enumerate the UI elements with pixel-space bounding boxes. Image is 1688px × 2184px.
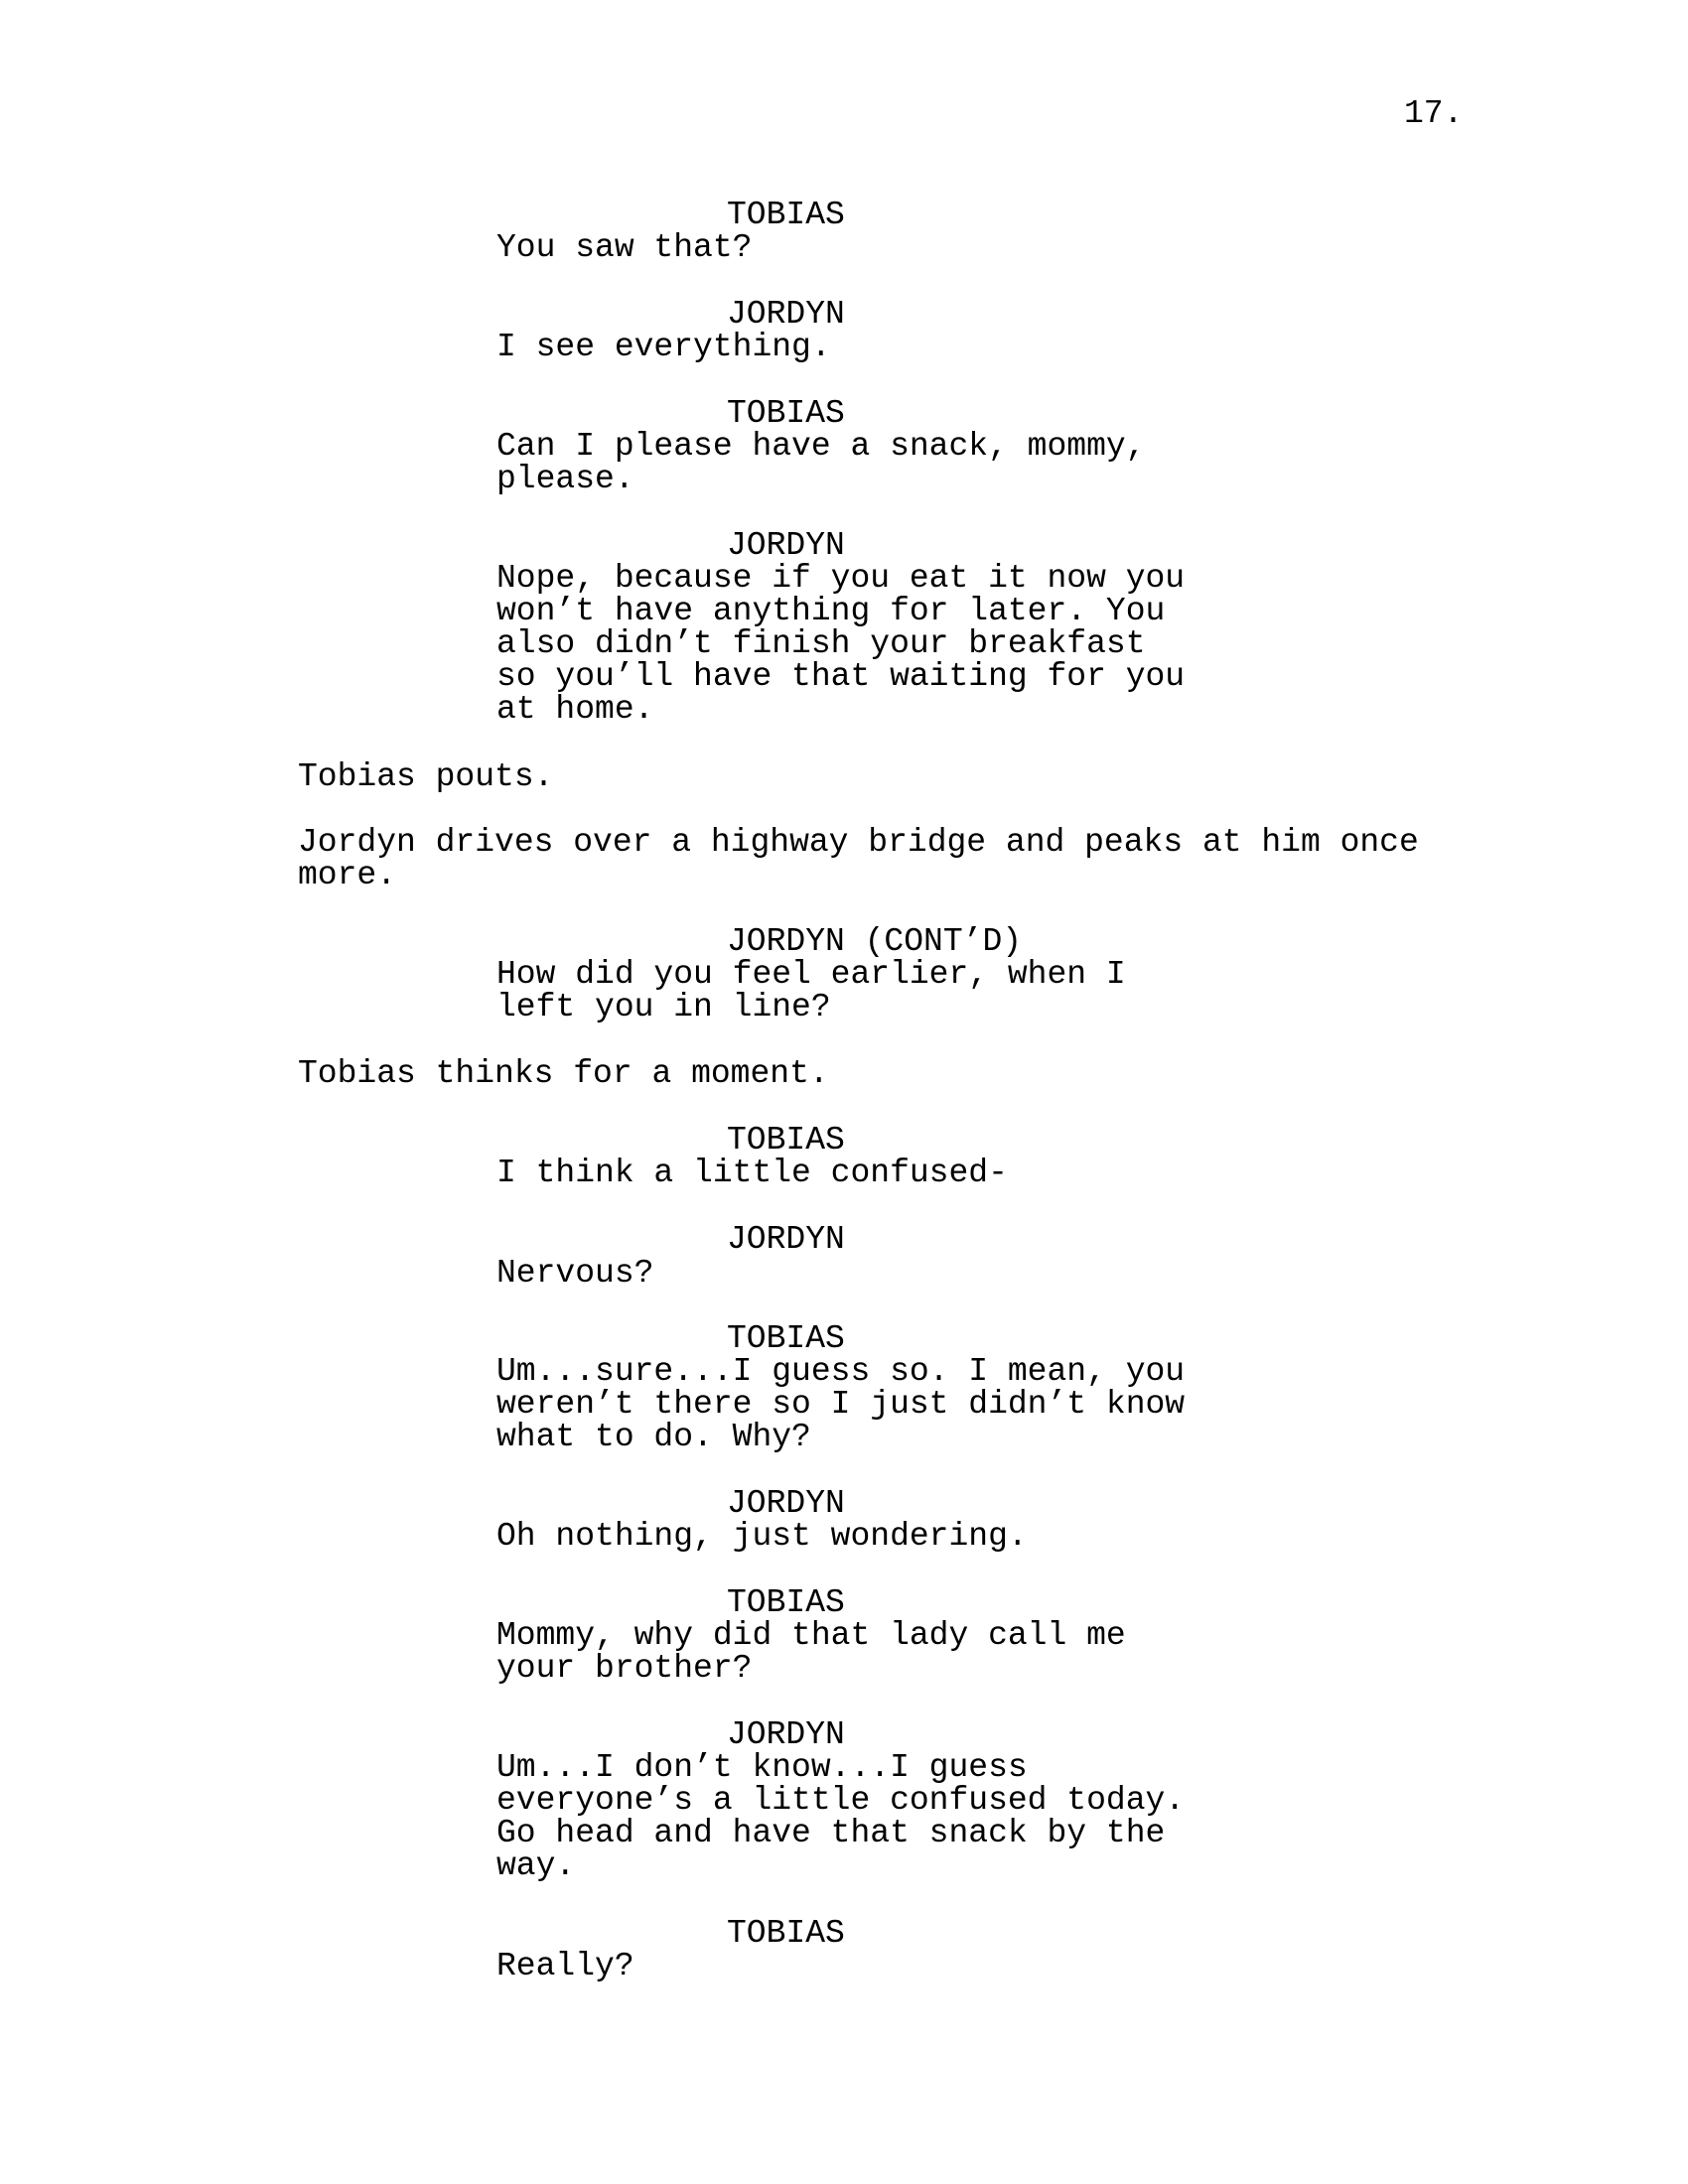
- character-cue: TOBIAS: [727, 1320, 845, 1357]
- action-line: Jordyn drives over a highway bridge and peaks at him once more.: [298, 824, 1419, 893]
- dialogue-text: Mommy, why did that lady call me your brother?: [496, 1617, 1126, 1687]
- character-cue: TOBIAS: [727, 1915, 845, 1952]
- dialogue-text: Oh nothing, just wondering.: [496, 1518, 1028, 1555]
- dialogue-text: Um...sure...I guess so. I mean, you weren’t there so I just didn’t know what to do. Why?: [496, 1353, 1186, 1455]
- dialogue-text: Nope, because if you eat it now you won’t have anything for later. You also didn’t finish your breakfast so you’ll have that waiting for you at home.: [496, 560, 1186, 728]
- character-cue: TOBIAS: [727, 1584, 845, 1621]
- dialogue-text: Um...I don’t know...I guess everyone’s a little confused today. Go head and have that snack by the way.: [496, 1749, 1186, 1884]
- character-cue: JORDYN: [727, 1716, 845, 1753]
- character-cue: JORDYN: [727, 527, 845, 564]
- action-line: Tobias pouts.: [298, 758, 554, 795]
- dialogue-text: How did you feel earlier, when I left you in line?: [496, 956, 1126, 1025]
- dialogue-text: Really?: [496, 1948, 634, 1984]
- action-line: Tobias thinks for a moment.: [298, 1055, 829, 1092]
- dialogue-text: Can I please have a snack, mommy, please.: [496, 428, 1146, 497]
- character-cue: TOBIAS: [727, 1122, 845, 1159]
- character-cue: JORDYN: [727, 1221, 845, 1258]
- dialogue-text: I see everything.: [496, 329, 831, 365]
- dialogue-text: I think a little confused-: [496, 1155, 1008, 1191]
- character-cue: JORDYN: [727, 296, 845, 333]
- character-cue: JORDYN (CONT’D): [727, 923, 1023, 960]
- dialogue-text: Nervous?: [496, 1255, 654, 1292]
- character-cue: TOBIAS: [727, 395, 845, 432]
- dialogue-text: You saw that?: [496, 229, 753, 266]
- page-number: 17.: [1404, 95, 1464, 132]
- character-cue: JORDYN: [727, 1485, 845, 1522]
- character-cue: TOBIAS: [727, 197, 845, 233]
